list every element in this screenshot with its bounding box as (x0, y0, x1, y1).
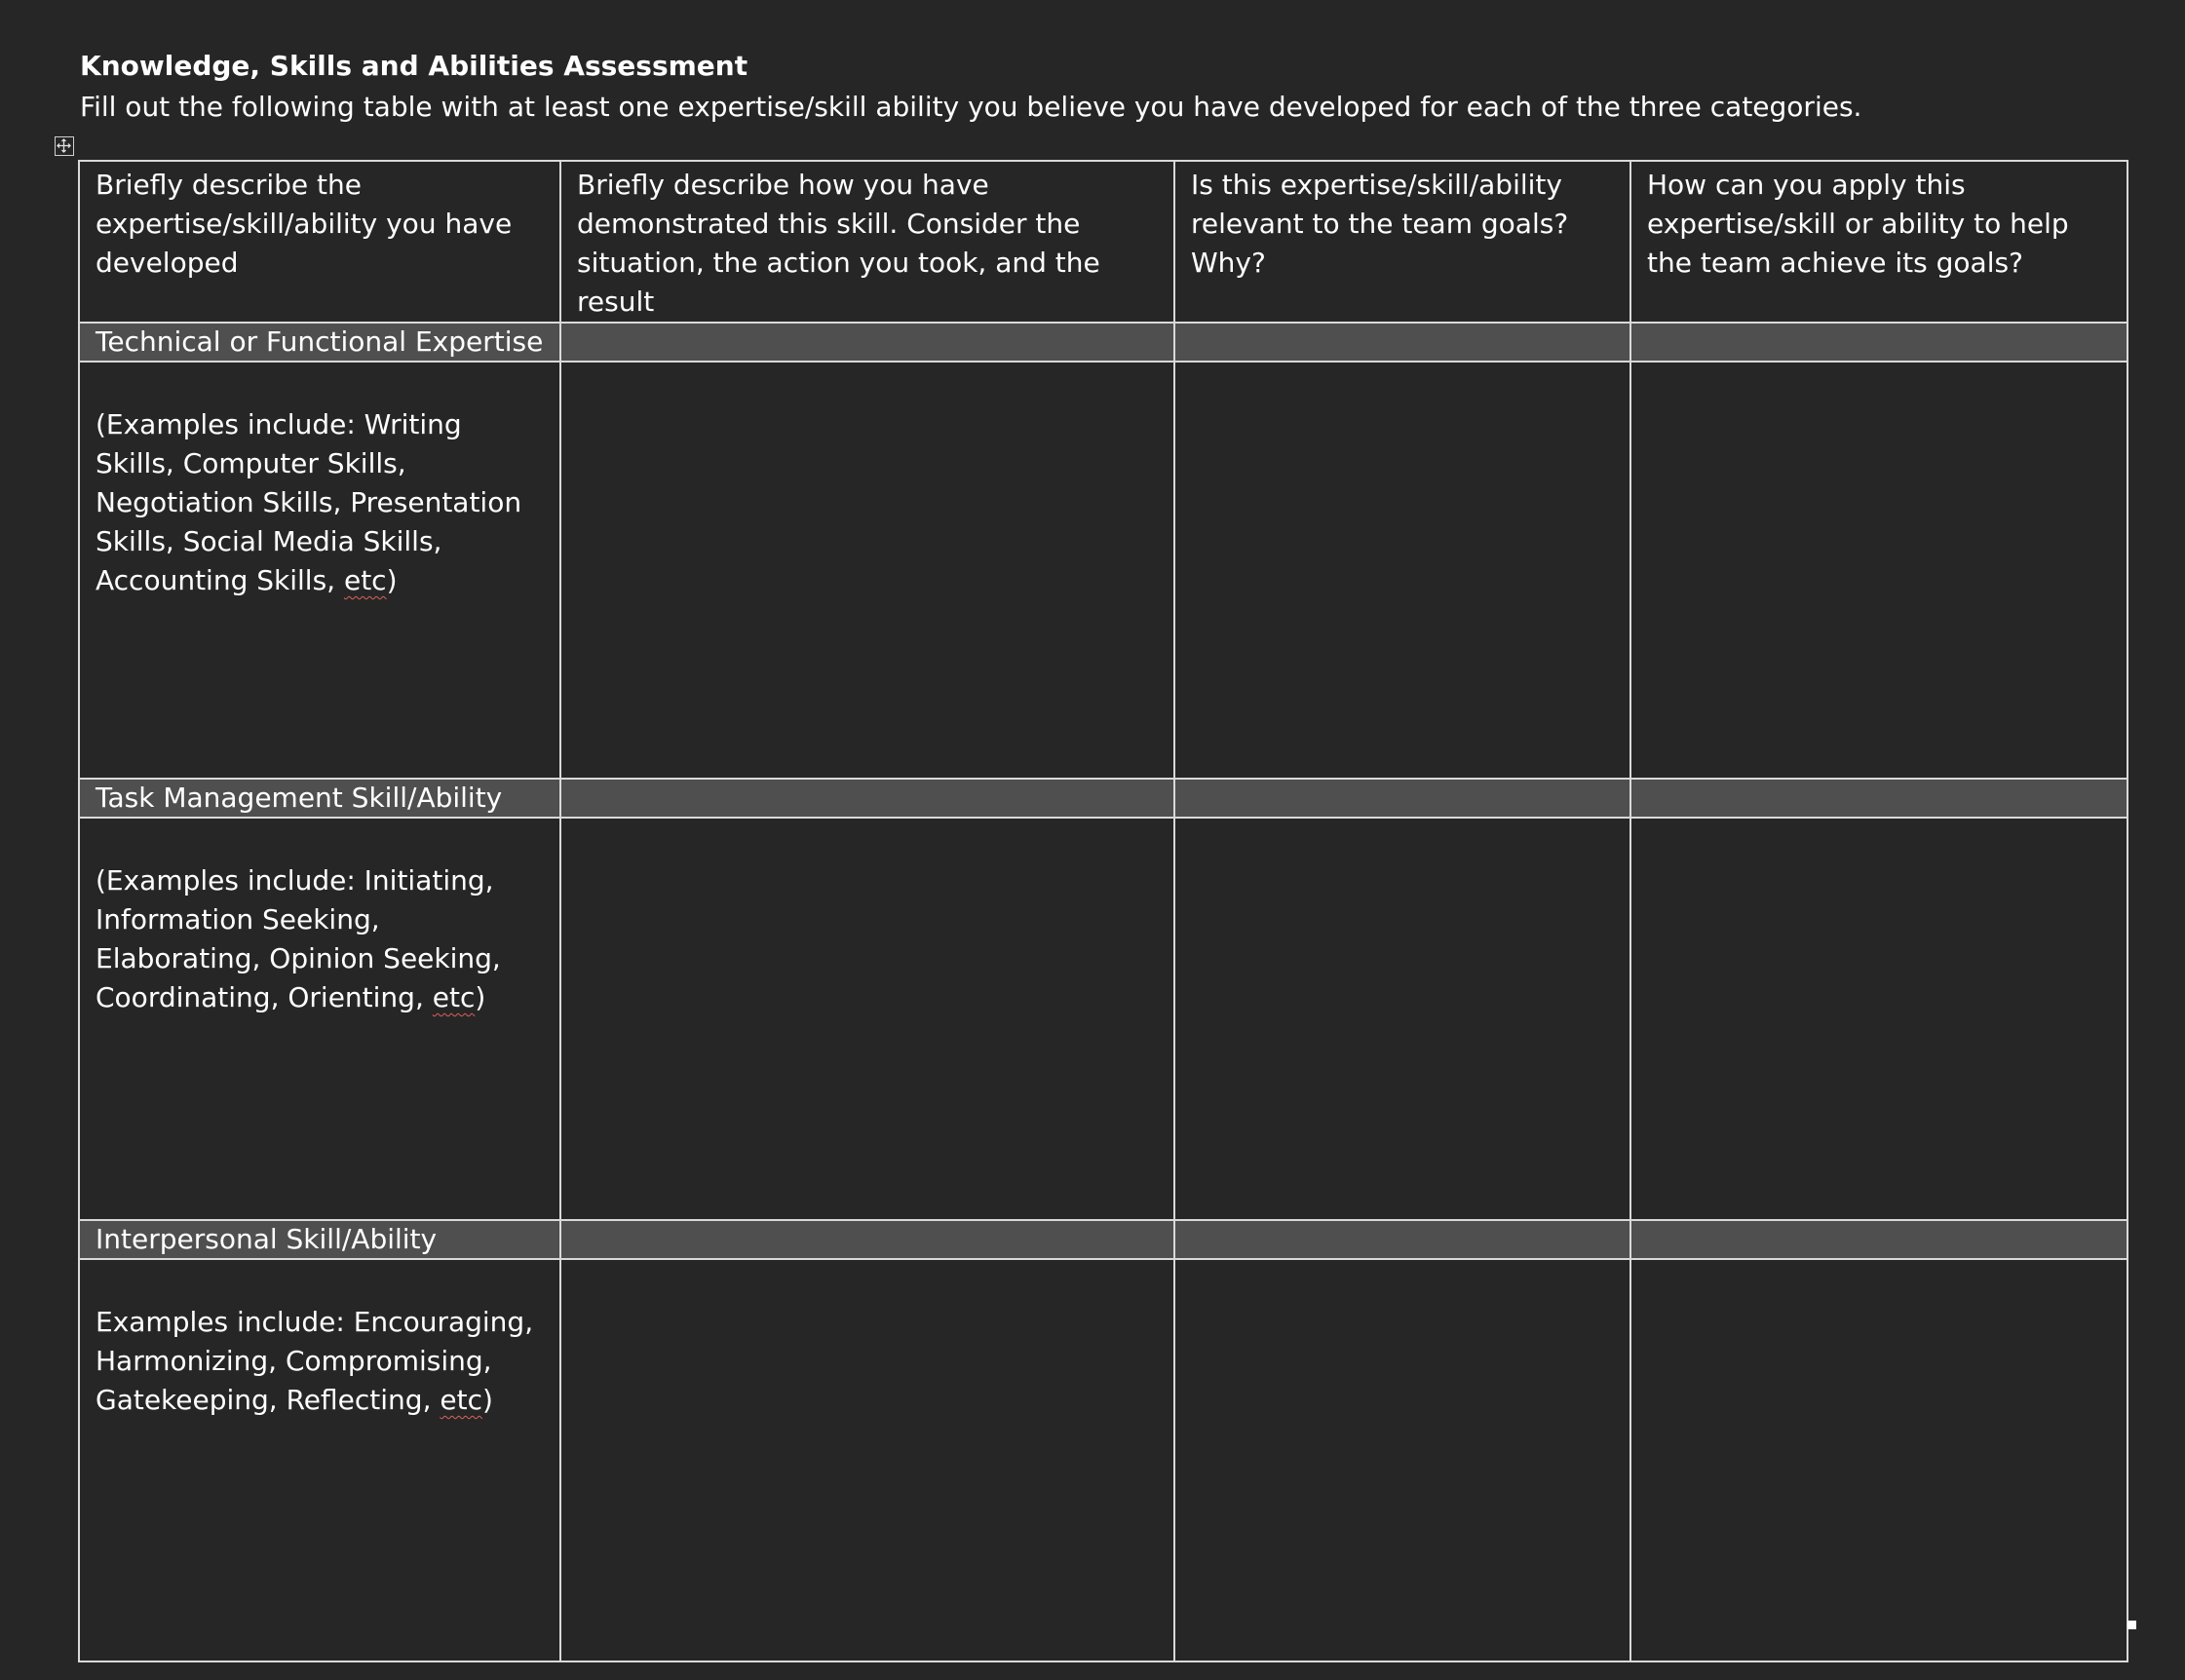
category-label[interactable]: Interpersonal Skill/Ability (79, 1220, 560, 1259)
category-row-interpersonal (79, 1220, 2128, 1259)
spellcheck-flagged-word: etc (440, 1384, 482, 1416)
header-cell-relevance[interactable]: Is this expertise/skill/ability relevant to the team goals? Why? (1174, 161, 1630, 323)
document-title: Knowledge, Skills and Abilities Assessment (80, 50, 748, 82)
answer-row-technical (79, 362, 2128, 779)
category-cell-blank[interactable] (1630, 1220, 2128, 1259)
table-header-row (79, 161, 2128, 323)
category-label[interactable]: Technical or Functional Expertise (79, 323, 560, 362)
examples-text: (Examples include: Initiating, Information Seeking, Elaborating, Opinion Seeking, Coordinating, Orienting, etc) (96, 864, 501, 1013)
category-cell-blank[interactable] (560, 323, 1174, 362)
answer-cell-demonstration[interactable] (560, 818, 1174, 1220)
category-cell-blank[interactable] (560, 779, 1174, 818)
answer-cell-demonstration[interactable] (560, 362, 1174, 779)
table-resize-handle-icon[interactable] (2128, 1621, 2136, 1629)
category-row-task-management (79, 779, 2128, 818)
spellcheck-flagged-word: etc (343, 564, 387, 596)
answer-cell-application[interactable] (1630, 362, 2128, 779)
ksa-table (78, 160, 2128, 1662)
header-cell-demonstration[interactable]: Briefly describe how you have demonstrated this skill. Consider the situation, the action you took, and the result (560, 161, 1174, 323)
answer-row-interpersonal (79, 1259, 2128, 1661)
spellcheck-flagged-word: etc (432, 981, 476, 1013)
category-cell-blank[interactable] (1630, 323, 2128, 362)
answer-cell-application[interactable] (1630, 818, 2128, 1220)
table-move-handle-icon[interactable] (55, 136, 74, 156)
answer-cell-relevance[interactable] (1174, 818, 1630, 1220)
header-cell-application[interactable]: How can you apply this expertise/skill or ability to help the team achieve its goals? (1630, 161, 2128, 323)
category-row-technical (79, 323, 2128, 362)
category-cell-blank[interactable] (1174, 1220, 1630, 1259)
category-label[interactable]: Task Management Skill/Ability (79, 779, 560, 818)
document-instructions: Fill out the following table with at least one expertise/skill ability you believe you have developed for each of the three categories. (80, 91, 1862, 123)
category-cell-blank[interactable] (1174, 779, 1630, 818)
answer-row-task-management (79, 818, 2128, 1220)
header-cell-expertise[interactable]: Briefly describe the expertise/skill/ability you have developed (79, 161, 560, 323)
examples-cell[interactable] (79, 1259, 560, 1661)
category-cell-blank[interactable] (560, 1220, 1174, 1259)
category-cell-blank[interactable] (1174, 323, 1630, 362)
answer-cell-application[interactable] (1630, 1259, 2128, 1661)
examples-text: (Examples include: Writing Skills, Computer Skills, Negotiation Skills, Presentation Skills, Social Media Skills, Accounting Skills, etc) (96, 408, 522, 596)
category-cell-blank[interactable] (1630, 779, 2128, 818)
answer-cell-relevance[interactable] (1174, 1259, 1630, 1661)
answer-cell-relevance[interactable] (1174, 362, 1630, 779)
examples-cell[interactable] (79, 818, 560, 1220)
examples-cell[interactable] (79, 362, 560, 779)
answer-cell-demonstration[interactable] (560, 1259, 1174, 1661)
examples-text: Examples include: Encouraging, Harmonizing, Compromising, Gatekeeping, Reflecting, etc) (96, 1306, 534, 1416)
